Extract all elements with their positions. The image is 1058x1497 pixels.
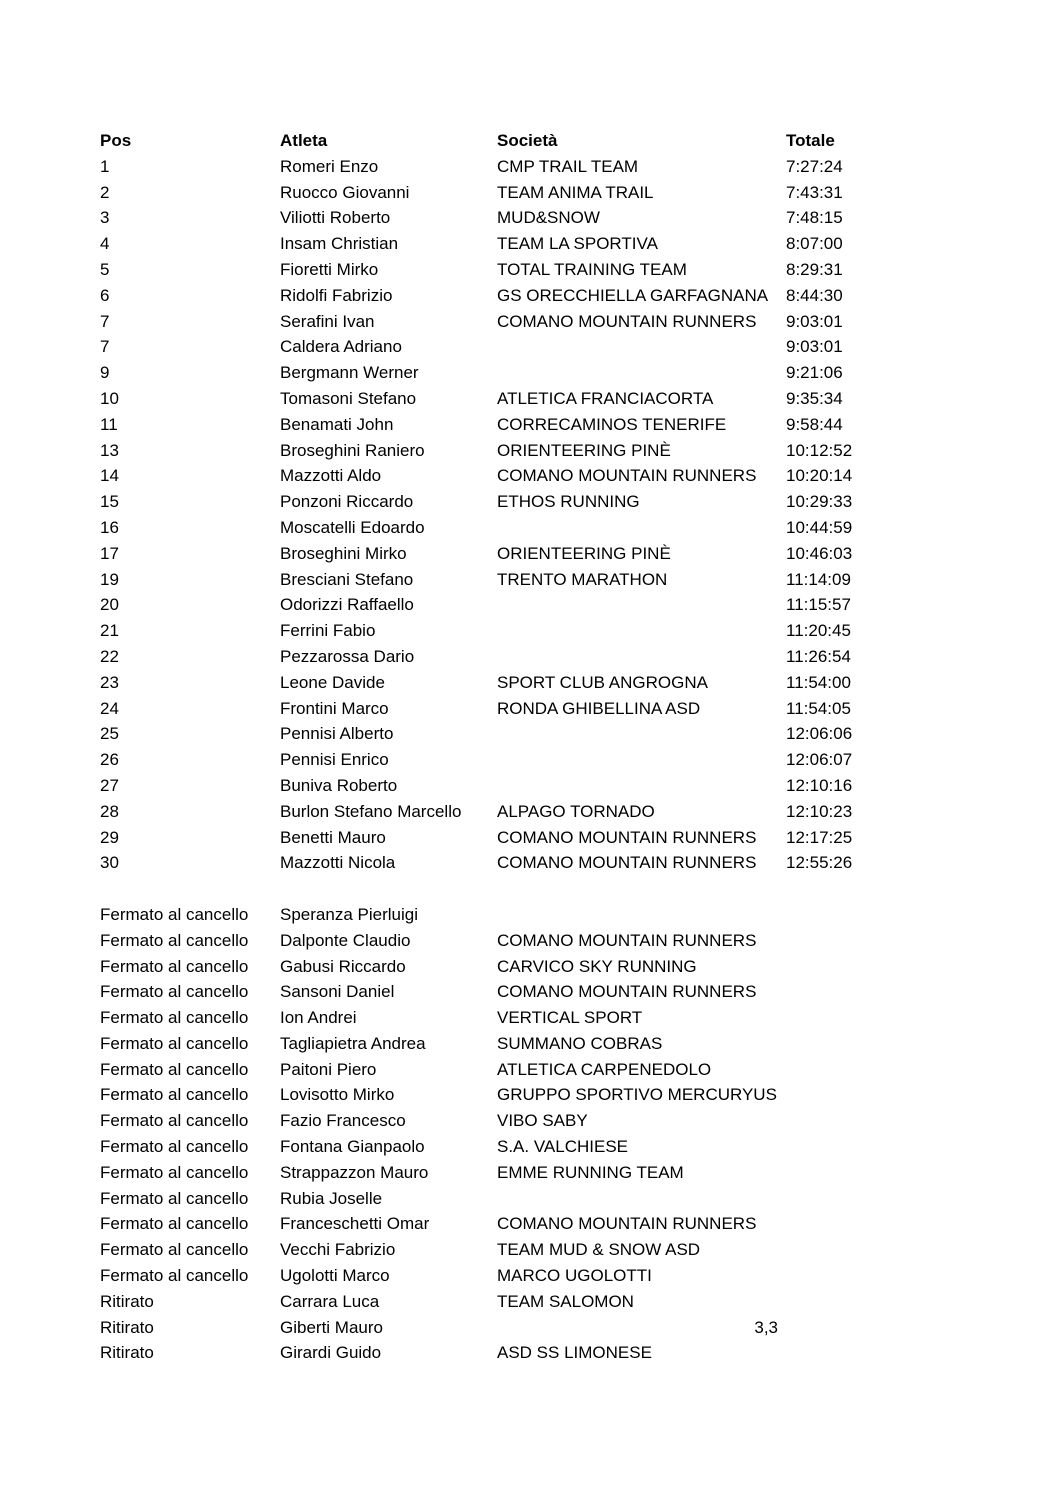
- athlete-cell: Serafini Ivan: [280, 311, 375, 331]
- athlete-cell: Ferrini Fabio: [280, 621, 376, 641]
- athlete-cell: Strappazzon Mauro: [280, 1162, 429, 1182]
- table-row: [100, 463, 980, 489]
- table-row: [100, 954, 980, 980]
- pos-cell: 5: [100, 259, 110, 279]
- table-row: [100, 928, 980, 954]
- table-body: [100, 154, 980, 1366]
- table-row: [100, 696, 980, 722]
- time-cell: 12:10:16: [786, 775, 853, 795]
- pos-cell: Fermato al cancello: [100, 956, 249, 976]
- table-row: [100, 283, 980, 309]
- pos-cell: 22: [100, 646, 119, 666]
- table-row: [100, 1057, 980, 1083]
- athlete-cell: Tomasoni Stefano: [280, 388, 417, 408]
- table-row: [100, 1108, 980, 1134]
- table-row: [100, 799, 980, 825]
- col-header-pos: Pos: [100, 131, 132, 150]
- pos-cell: 20: [100, 595, 119, 615]
- pos-cell: 10: [100, 388, 119, 408]
- athlete-cell: Fontana Gianpaolo: [280, 1137, 425, 1157]
- table-row: [100, 257, 980, 283]
- pos-cell: 14: [100, 466, 119, 486]
- table-row: [100, 773, 980, 799]
- team-cell: VIBO SABY: [497, 1111, 588, 1131]
- time-cell: 9:03:01: [786, 337, 843, 357]
- pos-cell: Ritirato: [100, 1317, 154, 1337]
- athlete-cell: Girardi Guido: [280, 1343, 382, 1363]
- athlete-cell: Rubia Joselle: [280, 1188, 383, 1208]
- pos-cell: Fermato al cancello: [100, 1111, 249, 1131]
- time-cell: 11:26:54: [786, 646, 851, 666]
- table-row: [100, 334, 980, 360]
- team-cell: GS ORECCHIELLA GARFAGNANA: [497, 285, 769, 305]
- table-row: [100, 515, 980, 541]
- table-row: [100, 850, 980, 876]
- time-cell: 11:15:57: [786, 595, 851, 615]
- table-row: [100, 1263, 980, 1289]
- col-header-totale: Totale: [786, 131, 835, 150]
- pos-cell: 26: [100, 750, 119, 770]
- pos-cell: 6: [100, 285, 110, 305]
- team-cell: RONDA GHIBELLINA ASD: [497, 698, 701, 718]
- col-header-societa: Società: [497, 131, 558, 150]
- team-cell: CARVICO SKY RUNNING: [497, 956, 697, 976]
- team-cell: SPORT CLUB ANGROGNA: [497, 672, 708, 692]
- time-cell: 8:44:30: [786, 285, 843, 305]
- team-cell: TEAM MUD & SNOW ASD: [497, 1240, 701, 1260]
- pos-cell: 30: [100, 853, 119, 873]
- athlete-cell: Bergmann Werner: [280, 363, 419, 383]
- table-row: [100, 154, 980, 180]
- table-row: [100, 670, 980, 696]
- pos-cell: Ritirato: [100, 1291, 154, 1311]
- athlete-cell: Gabusi Riccardo: [280, 956, 406, 976]
- time-cell: 11:54:05: [786, 698, 851, 718]
- table-row: [100, 1082, 980, 1108]
- table-row: [100, 1031, 980, 1057]
- team-cell: S.A. VALCHIESE: [497, 1137, 629, 1157]
- athlete-cell: Franceschetti Omar: [280, 1214, 430, 1234]
- pos-cell: 2: [100, 182, 110, 202]
- team-cell: COMANO MOUNTAIN RUNNERS: [497, 311, 757, 331]
- athlete-cell: Mazzotti Nicola: [280, 853, 396, 873]
- athlete-cell: Insam Christian: [280, 234, 399, 254]
- table-row: [100, 747, 980, 773]
- table-row: [100, 1237, 980, 1263]
- time-cell: 12:17:25: [786, 827, 853, 847]
- athlete-cell: Broseghini Raniero: [280, 440, 425, 460]
- athlete-cell: Fioretti Mirko: [280, 259, 379, 279]
- table-row: [100, 412, 980, 438]
- athlete-cell: Frontini Marco: [280, 698, 389, 718]
- table-row: [100, 489, 980, 515]
- athlete-cell: Leone Davide: [280, 672, 385, 692]
- pos-cell: 17: [100, 543, 119, 563]
- time-cell: 8:07:00: [786, 234, 843, 254]
- team-cell: COMANO MOUNTAIN RUNNERS: [497, 827, 757, 847]
- pos-cell: Fermato al cancello: [100, 1008, 249, 1028]
- table-row: [100, 438, 980, 464]
- athlete-cell: Buniva Roberto: [280, 775, 398, 795]
- pos-cell: Fermato al cancello: [100, 1059, 249, 1079]
- time-cell: 12:10:23: [786, 801, 853, 821]
- table-row: [100, 592, 980, 618]
- table-row: [100, 618, 980, 644]
- time-cell: 10:20:14: [786, 466, 853, 486]
- pos-cell: Fermato al cancello: [100, 1188, 249, 1208]
- athlete-cell: Caldera Adriano: [280, 337, 402, 357]
- pos-cell: Fermato al cancello: [100, 1137, 249, 1157]
- athlete-cell: Burlon Stefano Marcello: [280, 801, 462, 821]
- team-cell: ALPAGO TORNADO: [497, 801, 655, 821]
- pos-cell: Ritirato: [100, 1343, 154, 1363]
- athlete-cell: Moscatelli Edoardo: [280, 517, 425, 537]
- pos-cell: 13: [100, 440, 119, 460]
- athlete-cell: Ion Andrei: [280, 1008, 357, 1028]
- pos-cell: 7: [100, 311, 110, 331]
- team-cell: COMANO MOUNTAIN RUNNERS: [497, 1214, 757, 1234]
- athlete-cell: Pennisi Alberto: [280, 724, 394, 744]
- table-row: [100, 1186, 980, 1212]
- athlete-cell: Lovisotto Mirko: [280, 1085, 395, 1105]
- team-cell: GRUPPO SPORTIVO MERCURYUS: [497, 1085, 777, 1105]
- time-cell: 10:12:52: [786, 440, 853, 460]
- table-row: [100, 902, 980, 928]
- team-cell: TEAM ANIMA TRAIL: [497, 182, 654, 202]
- athlete-cell: Ruocco Giovanni: [280, 182, 410, 202]
- team-cell: EMME RUNNING TEAM: [497, 1162, 684, 1182]
- table-row: [100, 1005, 980, 1031]
- team-cell: SUMMANO COBRAS: [497, 1033, 663, 1053]
- team-cell: COMANO MOUNTAIN RUNNERS: [497, 982, 757, 1002]
- athlete-cell: Viliotti Roberto: [280, 208, 391, 228]
- table-row: [100, 386, 980, 412]
- team-cell: ATLETICA CARPENEDOLO: [497, 1059, 712, 1079]
- team-cell: ETHOS RUNNING: [497, 492, 640, 512]
- table-row: [100, 205, 980, 231]
- pos-cell: 3: [100, 208, 110, 228]
- time-cell: 11:54:00: [786, 672, 851, 692]
- time-cell: 7:48:15: [786, 208, 843, 228]
- pos-cell: Fermato al cancello: [100, 1085, 249, 1105]
- athlete-cell: Vecchi Fabrizio: [280, 1240, 396, 1260]
- pos-cell: 15: [100, 492, 119, 512]
- pos-cell: 9: [100, 363, 110, 383]
- table-row: [100, 1340, 980, 1366]
- athlete-cell: Fazio Francesco: [280, 1111, 406, 1131]
- team-cell: CORRECAMINOS TENERIFE: [497, 414, 727, 434]
- pos-cell: 24: [100, 698, 119, 718]
- team-cell: VERTICAL SPORT: [497, 1008, 643, 1028]
- time-cell: 10:29:33: [786, 492, 853, 512]
- athlete-cell: Pennisi Enrico: [280, 750, 389, 770]
- table-row: [100, 1315, 980, 1341]
- athlete-cell: Sansoni Daniel: [280, 982, 395, 1002]
- table-row: [100, 721, 980, 747]
- athlete-cell: Benamati John: [280, 414, 394, 434]
- athlete-cell: Ponzoni Riccardo: [280, 492, 414, 512]
- distance-cell: 3,3: [754, 1317, 778, 1337]
- team-cell: COMANO MOUNTAIN RUNNERS: [497, 853, 757, 873]
- table-row: [100, 1160, 980, 1186]
- pos-cell: 23: [100, 672, 119, 692]
- athlete-cell: Benetti Mauro: [280, 827, 386, 847]
- time-cell: 10:44:59: [786, 517, 853, 537]
- pos-cell: Fermato al cancello: [100, 1033, 249, 1053]
- time-cell: 7:43:31: [786, 182, 843, 202]
- time-cell: 9:35:34: [786, 388, 843, 408]
- pos-cell: 1: [100, 156, 110, 176]
- time-cell: 9:58:44: [786, 414, 843, 434]
- pos-cell: Fermato al cancello: [100, 904, 249, 924]
- time-cell: 8:29:31: [786, 259, 843, 279]
- table-row: [100, 231, 980, 257]
- time-cell: 12:55:26: [786, 853, 853, 873]
- team-cell: COMANO MOUNTAIN RUNNERS: [497, 466, 757, 486]
- time-cell: 11:20:45: [786, 621, 851, 641]
- team-cell: ASD SS LIMONESE: [497, 1343, 652, 1363]
- pos-cell: 28: [100, 801, 119, 821]
- pos-cell: 27: [100, 775, 119, 795]
- athlete-cell: Broseghini Mirko: [280, 543, 407, 563]
- athlete-cell: Ugolotti Marco: [280, 1266, 390, 1286]
- table-row: [100, 979, 980, 1005]
- pos-cell: 4: [100, 234, 110, 254]
- pos-cell: 19: [100, 569, 119, 589]
- table-row: [100, 644, 980, 670]
- athlete-cell: Dalponte Claudio: [280, 930, 411, 950]
- section-gap: [100, 876, 980, 902]
- team-cell: ORIENTEERING PINÈ: [497, 543, 671, 563]
- athlete-cell: Carrara Luca: [280, 1291, 380, 1311]
- table-row: [100, 541, 980, 567]
- time-cell: 12:06:06: [786, 724, 853, 744]
- athlete-cell: Ridolfi Fabrizio: [280, 285, 393, 305]
- table-row: [100, 180, 980, 206]
- pos-cell: 11: [100, 414, 118, 434]
- team-cell: CMP TRAIL TEAM: [497, 156, 639, 176]
- time-cell: 10:46:03: [786, 543, 853, 563]
- team-cell: TOTAL TRAINING TEAM: [497, 259, 687, 279]
- pos-cell: 16: [100, 517, 119, 537]
- athlete-cell: Mazzotti Aldo: [280, 466, 382, 486]
- pos-cell: Fermato al cancello: [100, 1214, 249, 1234]
- table-row: [100, 360, 980, 386]
- athlete-cell: Romeri Enzo: [280, 156, 379, 176]
- athlete-cell: Tagliapietra Andrea: [280, 1033, 426, 1053]
- time-cell: 7:27:24: [786, 156, 843, 176]
- athlete-cell: Pezzarossa Dario: [280, 646, 415, 666]
- athlete-cell: Odorizzi Raffaello: [280, 595, 414, 615]
- pos-cell: Fermato al cancello: [100, 930, 249, 950]
- team-cell: COMANO MOUNTAIN RUNNERS: [497, 930, 757, 950]
- pos-cell: 29: [100, 827, 119, 847]
- col-header-atleta: Atleta: [280, 131, 328, 150]
- team-cell: TEAM SALOMON: [497, 1291, 634, 1311]
- table-row: [100, 309, 980, 335]
- athlete-cell: Giberti Mauro: [280, 1317, 383, 1337]
- table-header-row: [100, 128, 980, 154]
- time-cell: 9:21:06: [786, 363, 843, 383]
- pos-cell: Fermato al cancello: [100, 1240, 249, 1260]
- time-cell: 9:03:01: [786, 311, 843, 331]
- pos-cell: Fermato al cancello: [100, 982, 249, 1002]
- table-row: [100, 1211, 980, 1237]
- team-cell: TRENTO MARATHON: [497, 569, 668, 589]
- time-cell: 11:14:09: [786, 569, 851, 589]
- team-cell: MARCO UGOLOTTI: [497, 1266, 652, 1286]
- pos-cell: Fermato al cancello: [100, 1162, 249, 1182]
- table-row: [100, 1289, 980, 1315]
- team-cell: ATLETICA FRANCIACORTA: [497, 388, 714, 408]
- table-row: [100, 1134, 980, 1160]
- pos-cell: 25: [100, 724, 119, 744]
- time-cell: 12:06:07: [786, 750, 853, 770]
- athlete-cell: Bresciani Stefano: [280, 569, 414, 589]
- team-cell: MUD&SNOW: [497, 208, 600, 228]
- table-row: [100, 567, 980, 593]
- team-cell: ORIENTEERING PINÈ: [497, 440, 671, 460]
- athlete-cell: Paitoni Piero: [280, 1059, 377, 1079]
- team-cell: TEAM LA SPORTIVA: [497, 234, 658, 254]
- table-row: [100, 825, 980, 851]
- pos-cell: Fermato al cancello: [100, 1266, 249, 1286]
- pos-cell: 7: [100, 337, 110, 357]
- athlete-cell: Speranza Pierluigi: [280, 904, 418, 924]
- results-table: [100, 128, 980, 1366]
- pos-cell: 21: [100, 621, 119, 641]
